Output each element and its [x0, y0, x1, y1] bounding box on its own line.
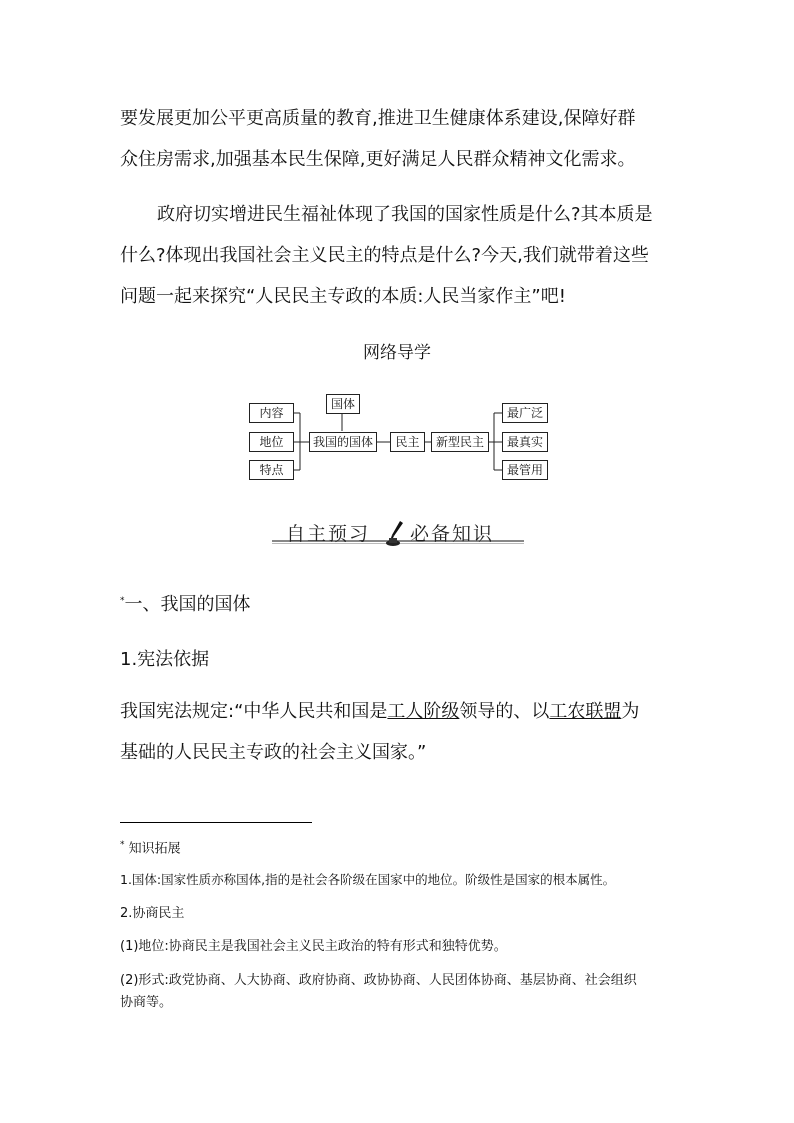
node-state-system: 国体	[326, 394, 360, 414]
node-most-genuine: 最真实	[502, 432, 548, 452]
question-line-3: 问题一起来探究“人民民主专政的本质:人民当家作主”吧!	[120, 286, 566, 307]
intro-line-2: 众住房需求,加强基本民生保障,更好满足人民群众精神文化需求。	[120, 149, 636, 170]
constitution-text-line-1: 我国宪法规定:“中华人民共和国是工人阶级领导的、以工农联盟为	[120, 701, 640, 722]
footnote-5: 协商等。	[120, 995, 173, 1010]
underlined-term-alliance: 工农联盟	[549, 701, 622, 722]
footnote-2: 2.协商民主	[120, 906, 185, 921]
section-heading: *一、我国的国体	[120, 594, 251, 615]
question-line-1: 政府切实增进民生福祉体现了我国的国家性质是什么?其本质是	[157, 204, 653, 225]
node-content: 内容	[249, 403, 294, 423]
footnote-title: * 知识拓展	[120, 840, 181, 857]
footnote-4: (2)形式:政党协商、人大协商、政府协商、政协协商、人民团体协商、基层协商、社会组织	[120, 973, 637, 988]
underlined-term-working-class: 工人阶级	[387, 701, 460, 722]
banner-right-text: 必备知识	[410, 523, 495, 545]
ink-pen-icon	[384, 520, 406, 548]
node-status: 地位	[249, 432, 294, 452]
footnote-divider	[120, 822, 312, 823]
node-new-democracy: 新型民主	[431, 432, 489, 452]
node-feature: 特点	[249, 460, 294, 480]
node-our-state-system: 我国的国体	[309, 432, 377, 452]
section-subheading: 1.宪法依据	[120, 649, 210, 670]
node-democracy: 民主	[390, 432, 425, 452]
node-broadest: 最广泛	[502, 403, 548, 423]
question-line-2: 什么?体现出我国社会主义民主的特点是什么?今天,我们就带着这些	[120, 245, 649, 266]
footnote-3: (1)地位:协商民主是我国社会主义民主政治的特有形式和独特优势。	[120, 939, 507, 954]
footnote-1: 1.国体:国家性质亦称国体,指的是社会各阶级在国家中的地位。阶级性是国家的根本属性。	[120, 872, 616, 887]
banner-left-text: 自主预习	[286, 523, 371, 545]
node-most-effective: 最管用	[502, 460, 548, 480]
network-title: 网络导学	[363, 343, 431, 363]
intro-line-1: 要发展更加公平更高质量的教育,推进卫生健康体系建设,保障好群	[120, 108, 636, 129]
section-banner	[272, 519, 524, 549]
constitution-text-line-2: 基础的人民民主专政的社会主义国家。”	[120, 742, 427, 763]
